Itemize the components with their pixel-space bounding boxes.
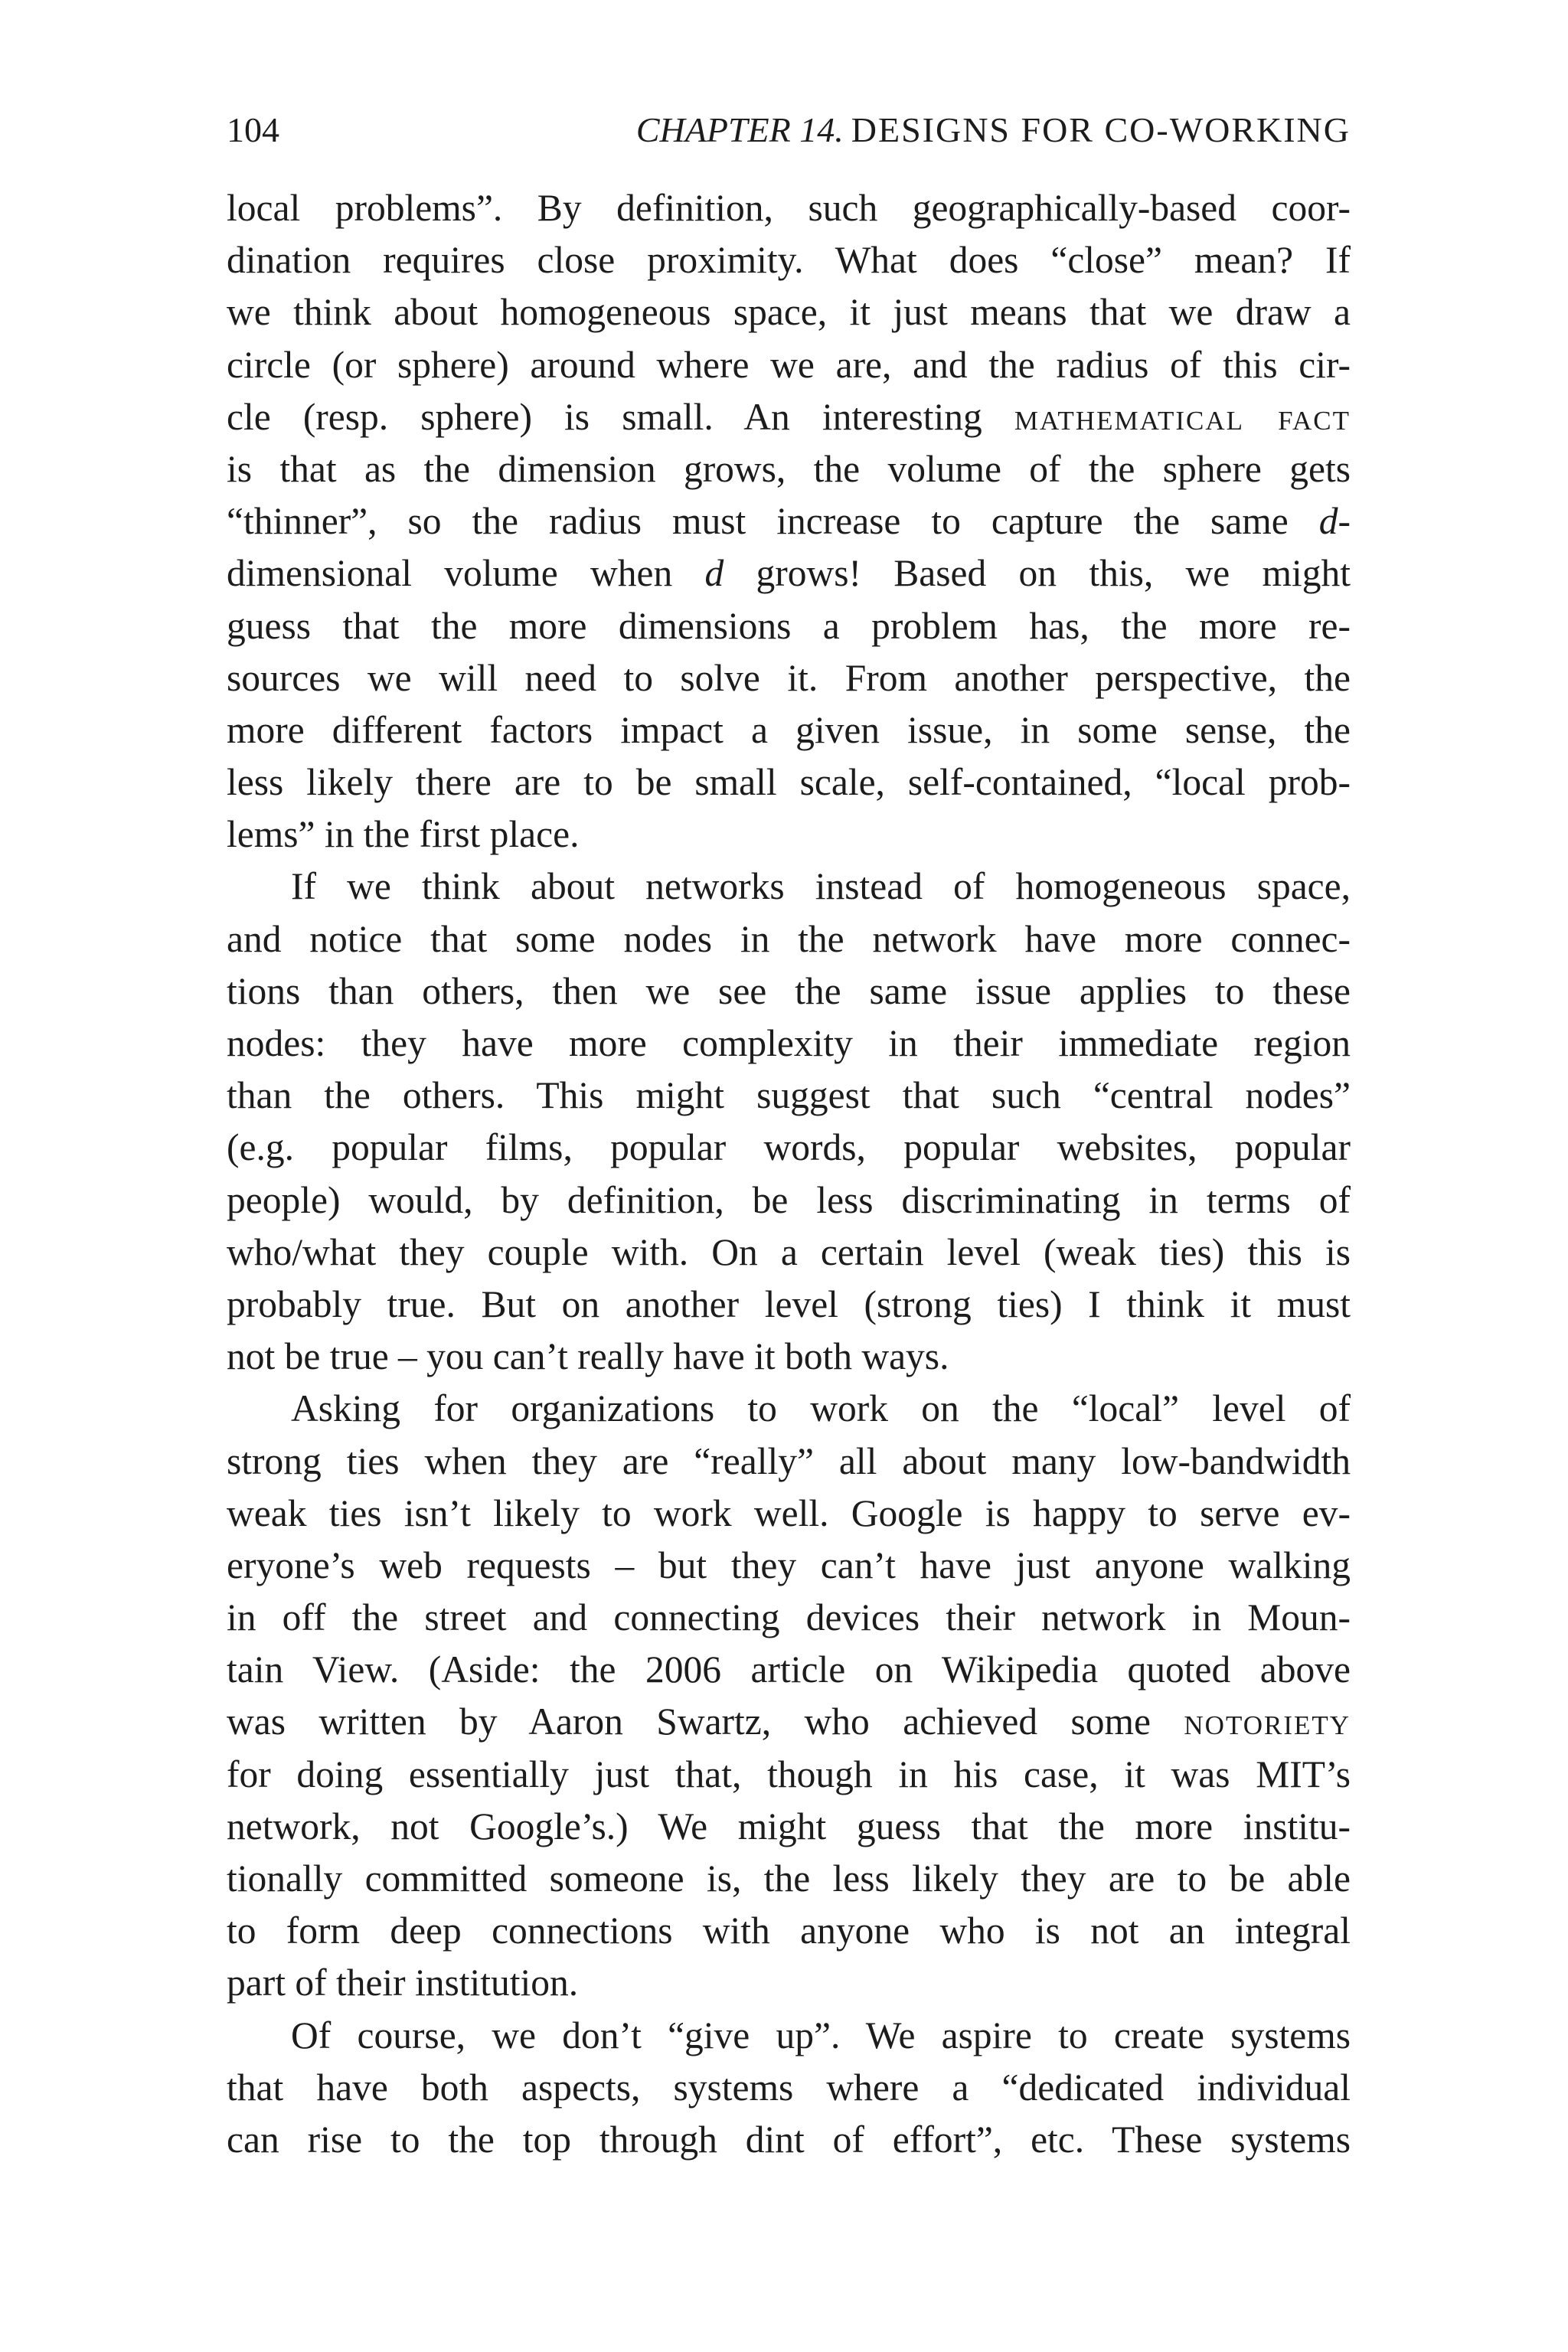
text-segment: cle (resp. sphere) is small. An interesting [227,395,982,438]
text-line: can rise to the top through dint of effort”, etc. These systems [227,2118,1351,2161]
text-segment: grows! Based on this, we might [756,552,1351,595]
text-line: weak ties isn’t likely to work well. Google is happy to serve ev- [227,1491,1351,1534]
text-line: more different factors impact a given issue, in some sense, the [227,708,1351,751]
text-segment: - [1338,500,1351,543]
math-variable: d [704,552,724,595]
text-line: lems” in the first place. [227,813,580,856]
text-line: local problems”. By definition, such geographically-based coor- [227,187,1351,229]
text-line: dination requires close proximity. What does “close” mean? If [227,239,1351,282]
text-line: in off the street and connecting devices their network in Moun- [227,1596,1351,1639]
text-line: tain View. (Aside: the 2006 article on Wikipedia quoted above [227,1648,1351,1691]
text-line [227,1696,1351,1748]
text-line [227,391,1351,443]
text-line: guess that the more dimensions a problem has, the more re- [227,604,1351,647]
text-line: (e.g. popular films, popular words, popular websites, popular [227,1126,1351,1169]
running-head [636,100,1351,161]
link-notoriety[interactable]: notoriety [1184,1700,1351,1743]
paragraph-2 [227,861,1351,1383]
link-mathematical-fact[interactable]: mathematical fact [1014,395,1351,438]
text-line: is that as the dimension grows, the volume of the sphere gets [227,447,1351,490]
text-line: tions than others, then we see the same issue applies to these [227,969,1351,1012]
text-segment: “thinner”, so the radius must increase to capture the same [227,500,1289,543]
text-line: less likely there are to be small scale, self-contained, “local prob- [227,761,1351,804]
text-line: and notice that some nodes in the network have more connec- [227,917,1351,960]
page-header [227,100,1351,161]
text-line: network, not Google’s.) We might guess that the more institu- [227,1805,1351,1847]
text-line [227,495,1351,547]
text-line: people) would, by definition, be less discriminating in terms of [227,1178,1351,1221]
text-line: not be true – you can’t really have it both ways. [227,1335,949,1378]
body-text [227,182,1351,2166]
text-line: strong ties when they are “really” all about many low-bandwidth [227,1439,1351,1482]
chapter-label: CHAPTER 14. [635,110,844,149]
text-line: circle (or sphere) around where we are, and the radius of this cir- [227,343,1351,386]
text-line: Asking for organizations to work on the “local” level of [291,1387,1351,1430]
text-line: that have both aspects, systems where a “dedicated individual [227,2066,1351,2109]
text-line: If we think about networks instead of homogeneous space, [291,865,1351,908]
text-line: eryone’s web requests – but they can’t have just anyone walking [227,1544,1351,1586]
text-line: sources we will need to solve it. From another perspective, the [227,656,1351,699]
text-line: Of course, we don’t “give up”. We aspire to create systems [291,2014,1351,2056]
text-line: who/what they couple with. On a certain level (weak ties) this is [227,1230,1351,1273]
paragraph-1 [227,182,1351,861]
text-line: nodes: they have more complexity in their immediate region [227,1022,1351,1064]
text-line: part of their institution. [227,1962,579,2004]
page-number: 104 [227,110,279,149]
math-variable: d [1318,500,1338,543]
text-line: than the others. This might suggest that such “central nodes” [227,1074,1351,1117]
text-line: tionally committed someone is, the less likely they are to be able [227,1857,1351,1900]
chapter-title: DESIGNS FOR CO-WORKING [851,110,1351,149]
paragraph-3 [227,1383,1351,2009]
text-line: for doing essentially just that, though in his case, it was MIT’s [227,1753,1351,1795]
text-segment: was written by Aaron Swartz, who achieved some [227,1700,1151,1743]
text-line: we think about homogeneous space, it just means that we draw a [227,291,1351,334]
paragraph-4 [227,2010,1351,2167]
text-line: to form deep connections with anyone who is not an integral [227,1909,1351,1952]
text-line: probably true. But on another level (strong ties) I think it must [227,1282,1351,1325]
text-segment: dimensional volume when [227,552,673,595]
text-line [227,547,1351,599]
